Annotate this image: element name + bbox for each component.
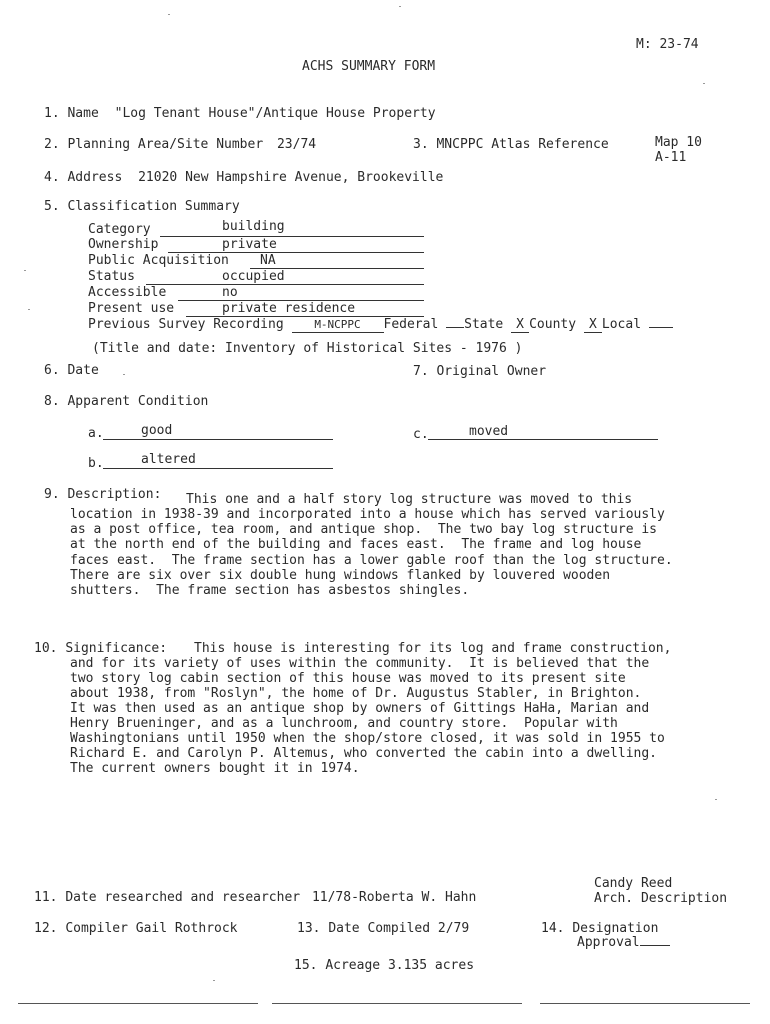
accessible-label: Accessible: [88, 285, 167, 300]
field-label: Apparent Condition: [67, 394, 209, 409]
item-condition: [44, 394, 208, 409]
significance-line: This house is interesting for its log and frame construction,: [194, 641, 672, 656]
item-number: 8.: [44, 394, 60, 409]
site-number-value: 23/74: [276, 137, 317, 152]
condition-c-value: moved: [469, 424, 509, 439]
description-line: as a post office, tea room, and antique shop. The two bay log structure is: [70, 522, 657, 537]
item-number: 14.: [541, 921, 565, 936]
acreage-value: 3.135 acres: [387, 958, 475, 973]
category-line: [160, 236, 424, 237]
description-line: This one and a half story log structure was moved to this: [186, 492, 633, 507]
field-label: Original Owner: [436, 364, 547, 379]
condition-b-value: altered: [141, 452, 196, 467]
description-line: There are six over six double hung windows flanked by louvered wooden: [70, 568, 611, 583]
condition-c-label: c.: [413, 427, 429, 442]
field-label: Significance:: [65, 641, 168, 656]
approval-blank: [640, 945, 670, 946]
significance-line: The current owners bought it in 1974.: [70, 761, 360, 776]
significance-line: about 1938, from "Roslyn", the home of Dr. Augustus Stabler, in Brighton.: [70, 686, 642, 701]
scan-speck: [703, 83, 705, 84]
category-label: Category: [88, 222, 151, 237]
title-and-date: (Title and date: Inventory of Historical Sites - 1976 ): [92, 341, 523, 356]
item-designation: [541, 921, 658, 936]
scan-edge-line: [272, 1003, 522, 1004]
item-compiler: [34, 921, 238, 936]
field-label: Designation: [572, 921, 659, 936]
condition-b-line: [103, 468, 333, 469]
field-label: Acreage: [325, 958, 381, 973]
condition-c-line: [428, 439, 658, 440]
scan-speck: [123, 374, 125, 375]
description-line: shutters. The frame section has asbestos shingles.: [70, 583, 470, 598]
researcher-value: 11/78-Roberta W. Hahn: [311, 890, 477, 905]
form-title: ACHS SUMMARY FORM: [302, 59, 436, 74]
item-number: 5.: [44, 199, 60, 214]
item-atlas: [413, 137, 609, 152]
description-line: at the north end of the building and faces east. The frame and log house: [70, 537, 642, 552]
item-name: [44, 106, 436, 121]
federal-label: Federal: [383, 317, 439, 332]
item-researched: [34, 890, 476, 905]
condition-a-label: a.: [88, 426, 104, 441]
field-label: Date researched and researcher: [65, 890, 301, 905]
address-value: 21020 New Hampshire Avenue, Brookeville: [138, 170, 444, 185]
date-compiled-value: 2/79: [437, 921, 470, 936]
field-label: Classification Summary: [67, 199, 240, 214]
significance-line: Richard E. and Carolyn P. Altemus, who converted the cabin into a dwelling.: [70, 746, 657, 761]
form-id: M: 23-74: [636, 37, 699, 52]
previous-survey-row: [88, 317, 673, 333]
state-label: State: [464, 317, 504, 332]
significance-line: Washingtonians until 1950 when the shop/store closed, it was sold in 1955 to: [70, 731, 665, 746]
item-number: 11.: [34, 890, 58, 905]
scan-speck: [24, 270, 26, 271]
compiler-value: Gail Rothrock: [135, 921, 238, 936]
item-number: 10.: [34, 641, 58, 656]
condition-a-line: [103, 439, 333, 440]
significance-line: Henry Brueninger, and as a lunchroom, and country store. Popular with: [70, 716, 618, 731]
scan-speck: [168, 14, 170, 15]
item-acreage: [294, 958, 474, 973]
scan-speck: [28, 309, 30, 310]
second-researcher-role: Arch. Description: [594, 891, 728, 906]
significance-line: two story log cabin section of this house was moved to its present site: [70, 671, 626, 686]
item-number: 12.: [34, 921, 58, 936]
item-number: 7.: [413, 364, 429, 379]
present-use-label: Present use: [88, 301, 175, 316]
item-address: [44, 170, 443, 185]
description-line: location in 1938-39 and incorporated into a house which has served variously: [70, 507, 665, 522]
field-label: Approval: [577, 935, 640, 950]
field-label: Date Compiled: [328, 921, 431, 936]
county-mark: X: [584, 317, 602, 333]
property-name-value: "Log Tenant House"/Antique House Property: [114, 106, 436, 121]
item-number: 4.: [44, 170, 60, 185]
category-value: building: [222, 219, 285, 234]
scan-speck: [213, 980, 215, 981]
field-label: Date: [67, 363, 99, 378]
ownership-value: private: [222, 237, 277, 252]
significance-line: It was then used as an antique shop by owners of Gittings HaHa, Marian and: [70, 701, 650, 716]
previous-survey-value: M-NCPPC: [292, 317, 384, 333]
local-blank: [649, 327, 673, 328]
item-original-owner: [413, 364, 546, 379]
field-label: Description:: [67, 487, 162, 502]
item-number: 9.: [44, 487, 60, 502]
status-line: [146, 284, 424, 285]
condition-b-label: b.: [88, 456, 104, 471]
item-date: [44, 363, 99, 378]
accessible-value: no: [222, 285, 238, 300]
status-value: occupied: [222, 269, 285, 284]
item-number: 1.: [44, 106, 60, 121]
approval-row: [577, 935, 670, 950]
status-label: Status: [88, 269, 135, 284]
scan-edge-line: [18, 1003, 258, 1004]
item-number: 6.: [44, 363, 60, 378]
acquisition-label: Public Acquisition: [88, 253, 229, 268]
federal-blank: [446, 327, 464, 328]
item-date-compiled: [297, 921, 469, 936]
scan-speck: [715, 799, 717, 800]
item-classification: [44, 199, 240, 214]
item-significance-heading: [34, 641, 167, 656]
item-number: 3.: [413, 137, 429, 152]
atlas-grid-value: A-11: [655, 150, 687, 165]
previous-survey-label: Previous Survey Recording: [88, 317, 284, 332]
county-label: County: [529, 317, 577, 332]
item-planning: [44, 137, 316, 152]
atlas-map-value: Map 10: [655, 135, 702, 150]
field-label: Address: [67, 170, 123, 185]
second-researcher-name: Candy Reed: [594, 876, 673, 891]
field-label: Name: [67, 106, 99, 121]
state-mark: X: [511, 317, 529, 333]
field-label: Planning Area/Site Number: [67, 137, 264, 152]
scan-speck: [399, 6, 401, 7]
item-number: 15.: [294, 958, 318, 973]
acquisition-value: NA: [260, 253, 276, 268]
significance-line: and for its variety of uses within the community. It is believed that the: [70, 656, 650, 671]
present-use-value: private residence: [222, 301, 356, 316]
field-label: MNCPPC Atlas Reference: [436, 137, 609, 152]
item-number: 13.: [297, 921, 321, 936]
ownership-label: Ownership: [88, 237, 159, 252]
scan-edge-line: [540, 1003, 750, 1004]
description-line: faces east. The frame section has a lower gable roof than the log structure.: [70, 553, 673, 568]
item-number: 2.: [44, 137, 60, 152]
item-description-heading: [44, 487, 161, 502]
field-label: Compiler: [65, 921, 128, 936]
condition-a-value: good: [141, 423, 173, 438]
local-label: Local: [601, 317, 642, 332]
